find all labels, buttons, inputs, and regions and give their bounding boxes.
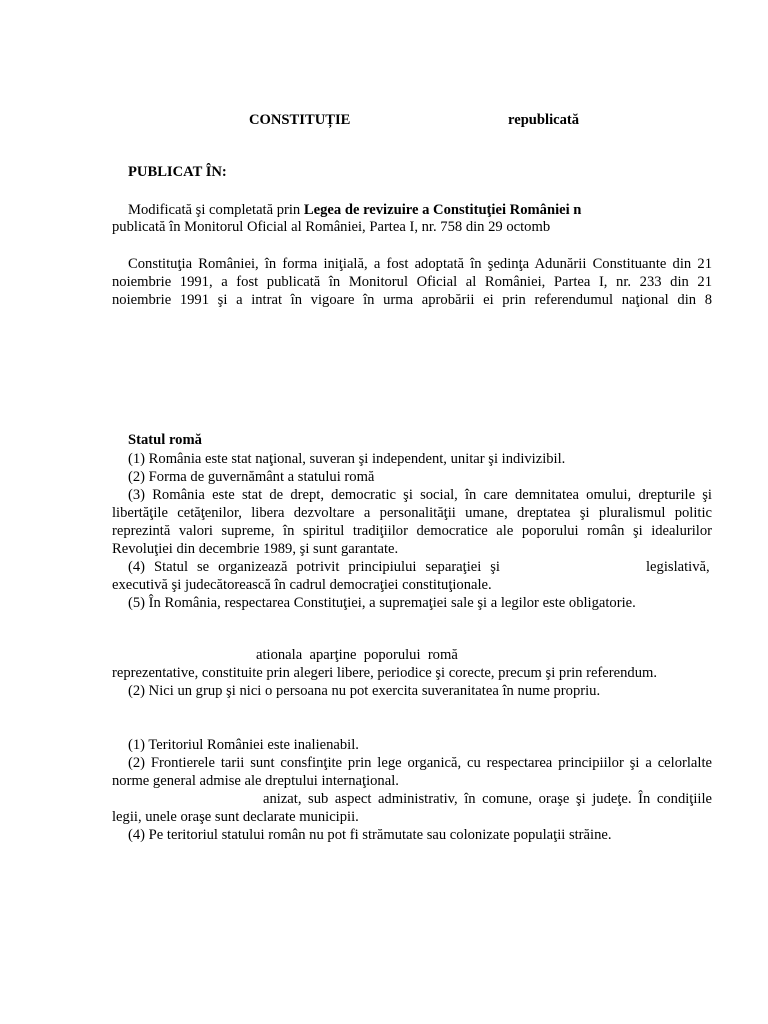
article-3-para-4: (4) Pe teritoriul statului român nu pot fi strămutate sau colonizate populaţii străine.	[128, 827, 612, 843]
article-3-para-3-line-1: anizat, sub aspect administrativ, în comune, oraşe şi judeţe. În condiţiile	[263, 791, 712, 807]
revision-line-2: publicată în Monitorul Oficial al României, Partea I, nr. 758 din 29 octomb	[112, 219, 551, 235]
article-2-para-2: (2) Nici un grup şi nici o persoana nu pot exercita suveranitatea în nume propriu.	[128, 683, 601, 699]
article-3-para-1: (1) Teritoriul României este inalienabil.	[128, 737, 359, 753]
published-label: PUBLICAT ÎN:	[128, 164, 227, 180]
history-line-1: Constituţia României, în forma iniţială, a fost adoptată în şedinţa Adunării Constituante din 21	[128, 256, 712, 272]
article-3-para-2-line-1: (2) Frontierele tarii sunt consfinţite prin lege organică, cu respectarea principiilor şi a celorlalte	[128, 755, 712, 771]
article-1-para-2: (2) Forma de guvernământ a statului romă	[128, 469, 375, 485]
revision-law-name: Legea de revizuire a Constituţiei României n	[303, 202, 582, 218]
article-3-para-2-line-2: norme general admise ale dreptului internaţional.	[112, 773, 399, 789]
article-2-line-2: reprezentative, constituite prin alegeri libere, periodice şi corecte, precum şi prin referendum.	[112, 665, 657, 681]
article-1-para-4-line-2: executivă şi judecătorească în cadrul democraţiei constituţionale.	[112, 577, 492, 593]
document-title: CONSTITUȚIE	[249, 112, 351, 128]
article-1-para-5: (5) În România, respectarea Constituţiei, a supremaţiei sale şi a legilor este obligatorie.	[128, 595, 636, 611]
article-1-heading: Statul romă	[128, 432, 202, 448]
article-3-para-3-line-2: legii, unele oraşe sunt declarate municipii.	[112, 809, 359, 825]
republication-status: republicată	[508, 112, 580, 128]
revision-prefix: Modificată şi completată prin	[128, 202, 301, 218]
article-1-para-4-line-1b: legislativă,	[646, 559, 710, 575]
article-1-para-3-line-3: reprezintă valori supreme, în spiritul tradiţiilor democratice ale poporului român şi idealurilor	[112, 523, 712, 539]
history-line-3: noiembrie 1991 şi a intrat în vigoare în urma aprobării ei prin referendumul naţional din 8	[112, 292, 712, 308]
history-line-2: noiembrie 1991, a fost publicată în Monitorul Oficial al României, Partea I, nr. 233 din 21	[112, 274, 712, 290]
article-2-line-1: ationala aparţine poporului romă	[256, 647, 458, 663]
article-1-para-3-line-1: (3) România este stat de drept, democratic şi social, în care demnitatea omului, drepturile şi	[128, 487, 712, 503]
revision-line-1	[128, 201, 712, 219]
article-1-para-4-line-1a: (4) Statul se organizează potrivit principiului separaţiei şi	[128, 559, 500, 575]
article-1-para-3-line-4: Revoluţiei din decembrie 1989, şi sunt garantate.	[112, 541, 399, 557]
article-1-para-1: (1) România este stat naţional, suveran şi independent, unitar şi indivizibil.	[128, 451, 566, 467]
article-1-para-3-line-2: libertăţile cetăţenilor, libera dezvoltare a personalităţii umane, dreptatea şi pluralismul politic	[112, 505, 712, 521]
